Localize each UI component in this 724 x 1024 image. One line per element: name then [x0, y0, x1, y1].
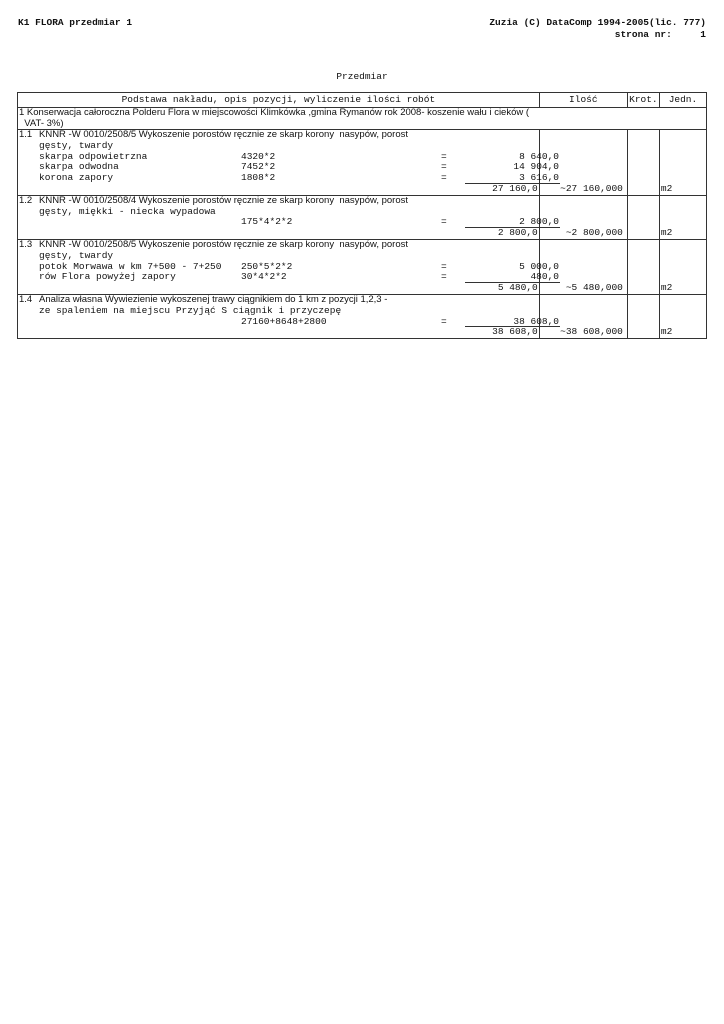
item-quantity: ~27 160,000 — [560, 182, 623, 194]
item-title: Analiza własna Wywiezienie wykoszenej trawy ciągnikiem do 1 km z pozycji 1,2,3 - — [39, 293, 388, 305]
item-subtitle-line — [18, 141, 539, 152]
calculation-label — [39, 317, 241, 328]
item-unit: m2 — [660, 326, 673, 338]
table-row — [18, 195, 707, 239]
calculation-formula: 250*5*2*2 — [241, 260, 293, 272]
item-quantity: ~5 480,000 — [565, 282, 623, 294]
item-total-line — [18, 283, 539, 294]
section-title-line-1: 1 Konserwacja całoroczna Polderu Flora w miejscowości Klimkówka ,gmina Rymanów rok 2008- koszenie wału i cieków ( — [19, 107, 530, 118]
calculation-line — [18, 172, 559, 184]
equals-sign: = — [441, 172, 447, 184]
item-quantity-cell — [539, 294, 627, 338]
item-number: 1.2 — [19, 194, 33, 206]
calculation-value: 480,0 — [465, 272, 560, 283]
calculation-formula: 4320*2 — [241, 150, 276, 162]
item-subtitle: gęsty, miękki - niecka wypadowa — [39, 205, 216, 217]
item-multiplier-cell — [627, 195, 659, 239]
calculation-value: 8 640,0 — [519, 150, 559, 162]
calculation-label: korona zapory — [39, 172, 114, 184]
item-subtitle: gęsty, twardy — [39, 139, 114, 151]
item-title: KNNR -W 0010/2508/5 Wykoszenie porostów ręcznie ze skarp korony nasypów, porost — [39, 129, 409, 140]
calculation-label: skarpa odpowietrzna — [39, 150, 148, 162]
item-total-line — [18, 327, 539, 338]
calculation-formula: 27160+8648+2800 — [241, 315, 327, 327]
item-total-line — [18, 228, 539, 239]
item-subtitle: gęsty, twardy — [39, 249, 114, 261]
section-row — [18, 108, 707, 130]
page-number-text: strona nr: 1 — [614, 29, 706, 40]
table-row — [18, 294, 707, 338]
item-total: 2 800,0 — [497, 227, 538, 239]
item-description-cell — [18, 129, 559, 196]
item-quantity-cell — [539, 195, 627, 239]
item-subtitle-line — [18, 251, 539, 262]
section-title-line-2: VAT- 3%) — [19, 117, 64, 129]
equals-sign: = — [441, 150, 447, 162]
column-header-description: Podstawa nakładu, opis pozycji, wyliczenie ilości robót — [18, 93, 540, 108]
calculation-line — [18, 315, 559, 328]
calculation-formula: 30*4*2*2 — [241, 271, 287, 283]
document-header-left: K1 FLORA przedmiar 1 — [18, 17, 133, 28]
item-quantity: ~2 800,000 — [565, 227, 623, 239]
item-title-line — [18, 196, 539, 207]
item-unit: m2 — [660, 227, 673, 239]
item-multiplier-cell — [627, 130, 659, 196]
table-row — [18, 130, 707, 196]
table-row — [18, 239, 707, 294]
bill-of-quantities-table — [17, 92, 707, 339]
calculation-formula: 1808*2 — [241, 172, 276, 184]
item-unit: m2 — [660, 182, 673, 194]
calculation-label: skarpa odwodna — [39, 161, 119, 173]
item-quantity-cell — [539, 130, 627, 196]
column-header-quantity: Ilość — [539, 93, 627, 108]
item-subtitle-line — [18, 306, 539, 317]
item-number: 1.3 — [19, 238, 33, 250]
item-unit-cell — [659, 195, 706, 239]
item-number: 1.4 — [19, 293, 33, 305]
item-description-cell — [18, 238, 559, 294]
column-header-unit: Jedn. — [659, 93, 706, 108]
item-total: 5 480,0 — [497, 282, 538, 294]
item-total: 27 160,0 — [492, 182, 538, 194]
item-multiplier-cell — [627, 294, 659, 338]
item-quantity-cell — [539, 239, 627, 294]
calculation-value: 2 800,0 — [465, 217, 560, 228]
equals-sign: = — [441, 161, 447, 173]
calculation-value: 3 616,0 — [465, 173, 560, 184]
item-total: 38 608,0 — [492, 326, 538, 338]
equals-sign: = — [441, 271, 447, 283]
calculation-line — [18, 271, 559, 283]
calculation-value: 38 608,0 — [465, 317, 560, 328]
item-description-cell — [18, 293, 559, 338]
calculation-value: 14 904,0 — [513, 161, 559, 173]
calculation-line — [18, 216, 559, 228]
section-title — [18, 108, 707, 130]
item-unit-cell — [659, 130, 706, 196]
item-unit: m2 — [660, 282, 673, 294]
calculation-label — [39, 217, 241, 228]
item-unit-cell — [659, 239, 706, 294]
column-header-multiplier: Krot. — [627, 93, 659, 108]
calculation-value: 5 000,0 — [519, 260, 559, 272]
equals-sign: = — [441, 216, 447, 228]
document-header-right — [489, 17, 706, 41]
equals-sign: = — [441, 315, 447, 327]
calculation-formula: 175*4*2*2 — [241, 216, 293, 228]
document-title: Przedmiar — [336, 71, 388, 82]
calculation-formula: 7452*2 — [241, 161, 276, 173]
software-license-text: Zuzia (C) DataComp 1994-2005(lic. 777) — [489, 17, 706, 28]
item-title: KNNR -W 0010/2508/4 Wykoszenie porostów ręcznie ze skarp korony nasypów, porost — [39, 194, 409, 206]
item-unit-cell — [659, 294, 706, 338]
item-description-cell — [18, 194, 559, 239]
item-quantity: ~38 608,000 — [560, 326, 623, 338]
item-multiplier-cell — [627, 239, 659, 294]
calculation-label: potok Morwawa w km 7+500 - 7+250 — [39, 260, 222, 272]
table-header-row — [18, 93, 707, 108]
item-number: 1.1 — [19, 129, 33, 140]
item-subtitle: ze spaleniem na miejscu Przyjąć S ciągnik i przyczepę — [39, 304, 342, 316]
item-total-line — [18, 184, 539, 195]
item-title: KNNR -W 0010/2508/5 Wykoszenie porostów ręcznie ze skarp korony nasypów, porost — [39, 238, 409, 250]
equals-sign: = — [441, 260, 447, 272]
calculation-label: rów Flora powyżej zapory — [39, 271, 176, 283]
